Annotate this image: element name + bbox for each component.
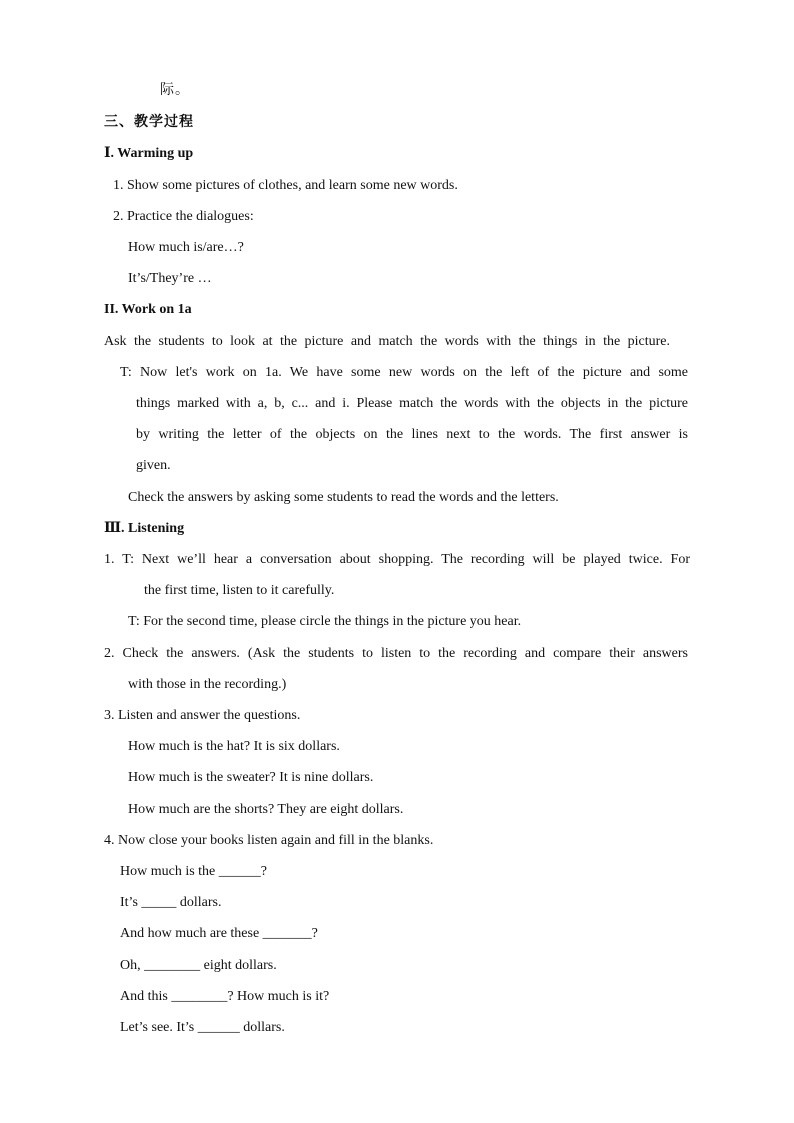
part3-qa2: How much is the sweater? It is nine dollars. (128, 770, 374, 785)
part2-instruction: Ask the students to look at the picture and match the words with the things in the picture. (104, 334, 670, 349)
part3-item4: 4. Now close your books listen again and fill in the blanks. (104, 833, 434, 848)
part3-blank3: And how much are these _______? (120, 926, 318, 941)
part2-teacher-line2: things marked with a, b, c... and i. Please match the words with the objects in the picture (136, 396, 688, 411)
part1-dialogue-line1: How much is/are…? (128, 240, 244, 255)
part3-blank4: Oh, ________ eight dollars. (120, 958, 277, 973)
part3-heading: Ⅲ. Listening (104, 521, 185, 536)
part3-item1-line2: the first time, listen to it carefully. (144, 583, 335, 598)
part3-blank6: Let’s see. It’s ______ dollars. (120, 1020, 285, 1035)
part2-check-line: Check the answers by asking some students to read the words and the letters. (128, 490, 559, 505)
part3-blank2: It’s _____ dollars. (120, 895, 222, 910)
part3-item2-line2: with those in the recording.) (128, 677, 287, 692)
part1-dialogue-line2: It’s/They’re … (128, 271, 212, 286)
part3-qa3: How much are the shorts? They are eight dollars. (128, 802, 404, 817)
part3-item2-line1: 2. Check the answers. (Ask the students to listen to the recording and compare their answers (104, 646, 688, 661)
part2-teacher-line3: by writing the letter of the objects on the lines next to the words. The first answer is (136, 427, 688, 442)
part3-item1-line3: T: For the second time, please circle the things in the picture you hear. (128, 614, 522, 629)
part3-blank1: How much is the ______? (120, 864, 267, 879)
section-heading-three: 三、教学过程 (104, 114, 194, 130)
part2-teacher-line1: T: Now let's work on 1a. We have some new words on the left of the picture and some (120, 365, 688, 380)
part3-qa1: How much is the hat? It is six dollars. (128, 739, 340, 754)
part3-item3: 3. Listen and answer the questions. (104, 708, 301, 723)
part2-teacher-line4: given. (136, 458, 171, 473)
part1-item1: 1. Show some pictures of clothes, and learn some new words. (113, 178, 458, 193)
part3-blank5: And this ________? How much is it? (120, 989, 330, 1004)
part1-heading: Ⅰ. Warming up (104, 146, 194, 161)
top-fragment: 际。 (160, 82, 190, 98)
part3-item1-line1: 1. T: Next we’ll hear a conversation about shopping. The recording will be played twice. For (104, 552, 690, 567)
part2-heading: II. Work on 1a (104, 302, 192, 317)
part1-item2: 2. Practice the dialogues: (113, 209, 254, 224)
